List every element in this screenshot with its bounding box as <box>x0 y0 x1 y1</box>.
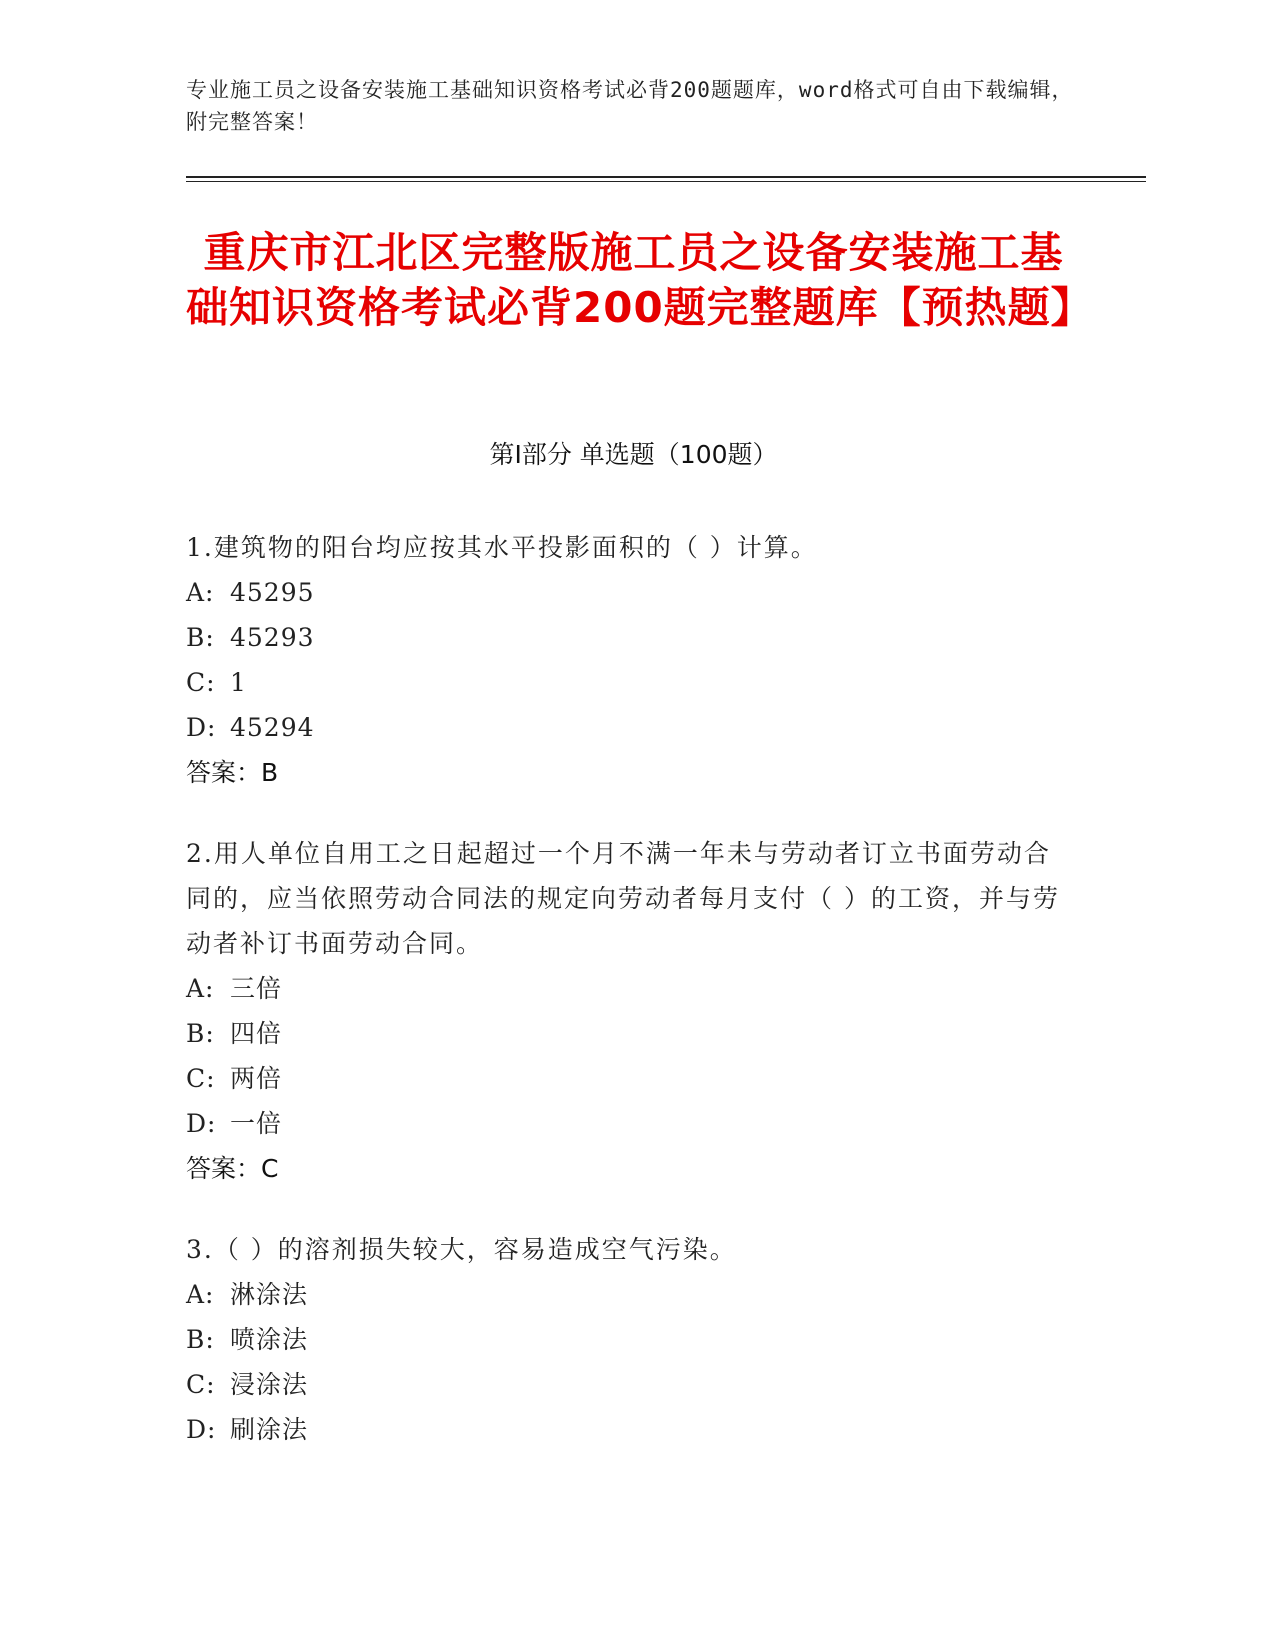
question-stem: 3.（ ）的溶剂损失较大，容易造成空气污染。 <box>186 1235 737 1264</box>
question-list <box>186 525 1066 1488</box>
option-c <box>186 660 1066 705</box>
option-text: 1 <box>230 668 247 697</box>
document-title: 重庆市江北区完整版施工员之设备安装施工基础知识资格考试必背200题完整题库【预热题】 <box>186 228 1094 332</box>
section-heading: 第Ⅰ部分 单选题（100题） <box>489 440 778 469</box>
option-a <box>186 966 1066 1011</box>
option-b <box>186 1011 1066 1056</box>
option-a <box>186 570 1066 615</box>
option-text: 浸涂法 <box>230 1370 309 1399</box>
option-key: B: <box>186 623 215 652</box>
question-3 <box>186 1227 1066 1452</box>
option-text: 两倍 <box>230 1064 283 1093</box>
option-text: 四倍 <box>230 1019 283 1048</box>
option-key: D: <box>186 1415 217 1444</box>
option-key: D: <box>186 713 217 742</box>
option-b <box>186 1317 1066 1362</box>
option-d <box>186 1407 1066 1452</box>
question-2 <box>186 831 1066 1191</box>
option-key: C: <box>186 668 216 697</box>
option-key: B: <box>186 1325 215 1354</box>
question-1 <box>186 525 1066 795</box>
option-key: A: <box>186 578 215 607</box>
option-text: 一倍 <box>230 1109 283 1138</box>
question-stem: 2.用人单位自用工之日起超过一个月不满一年未与劳动者订立书面劳动合同的，应当依照劳动合同法的规定向劳动者每月支付（ ）的工资，并与劳动者补订书面劳动合同。 <box>186 839 1060 958</box>
answer-text: 答案：B <box>186 758 279 787</box>
option-key: C: <box>186 1064 216 1093</box>
option-text: 喷涂法 <box>230 1325 309 1354</box>
option-text: 刷涂法 <box>230 1415 309 1444</box>
option-text: 淋涂法 <box>230 1280 309 1309</box>
option-key: A: <box>186 1280 215 1309</box>
option-text: 45293 <box>230 623 315 652</box>
option-c <box>186 1056 1066 1101</box>
option-key: C: <box>186 1370 216 1399</box>
header-rule-thick <box>186 176 1146 178</box>
header-note: 专业施工员之设备安装施工基础知识资格考试必背200题题库，word格式可自由下载编辑，附完整答案！ <box>186 78 1074 134</box>
question-stem: 1.建筑物的阳台均应按其水平投影面积的（ ）计算。 <box>186 533 818 562</box>
option-key: A: <box>186 974 215 1003</box>
option-text: 三倍 <box>230 974 283 1003</box>
option-d <box>186 705 1066 750</box>
option-a <box>186 1272 1066 1317</box>
option-d <box>186 1101 1066 1146</box>
option-c <box>186 1362 1066 1407</box>
option-key: D: <box>186 1109 217 1138</box>
answer-text: 答案：C <box>186 1154 279 1183</box>
header-rule-thin <box>186 181 1146 182</box>
option-text: 45294 <box>230 713 315 742</box>
option-key: B: <box>186 1019 215 1048</box>
option-b <box>186 615 1066 660</box>
option-text: 45295 <box>230 578 315 607</box>
